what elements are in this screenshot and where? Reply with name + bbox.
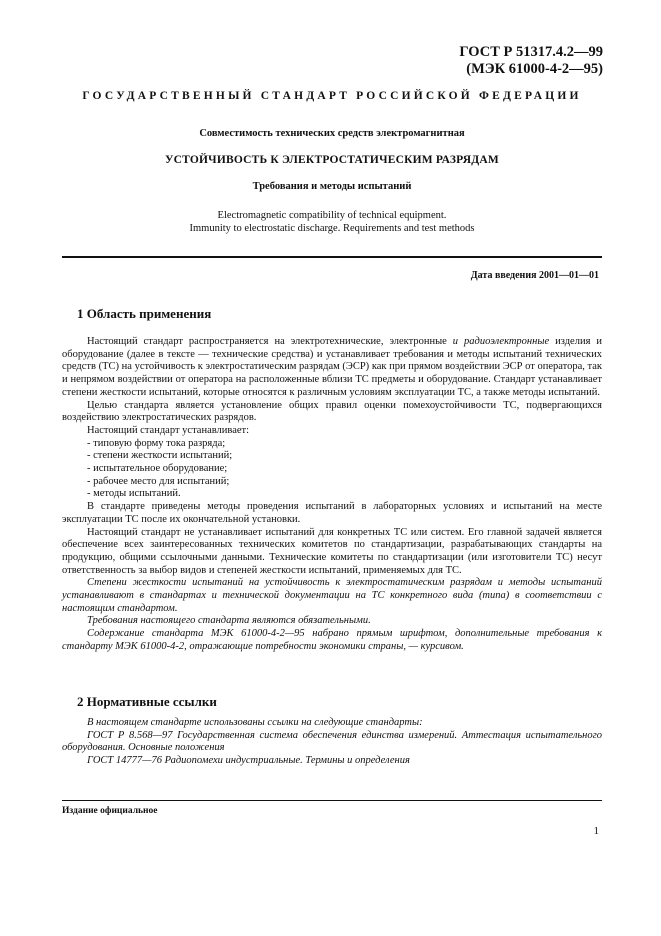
italic-paragraph: Степени жесткости испытаний на устойчивость к электростатическим разрядам и методы испытаний устанавливают в стандартах и технической документации на ТС конкретного вида (типа) в соответствии с настоящим стандартом. [62, 577, 602, 614]
italic-paragraph: Содержание стандарта МЭК 61000-4-2—95 набрано прямым шрифтом, дополнительные требования к стандарту МЭК 61000-4-2, отражающие потребности экономики страны, — курсивом. [62, 628, 602, 652]
section-2-body [62, 717, 602, 768]
section-1-heading: 1 Область применения [77, 306, 212, 321]
list-item: - рабочее место для испытаний; [87, 475, 230, 487]
page-number: 1 [593, 825, 599, 837]
paragraph [62, 336, 602, 400]
list-item: - степени жесткости испытаний; [87, 450, 233, 462]
italic-paragraph: В настоящем стандарте использованы ссылки на следующие стандарты: [87, 717, 423, 728]
list-item: - методы испытаний. [87, 488, 181, 500]
gost-code: ГОСТ Р 51317.4.2—99 [459, 44, 603, 60]
italic-paragraph: Требования настоящего стандарта являются обязательными. [87, 615, 371, 627]
title-divider [62, 256, 602, 258]
document-title: УСТОЙЧИВОСТЬ К ЭЛЕКТРОСТАТИЧЕСКИМ РАЗРЯДАМ [165, 154, 499, 166]
reference-item: ГОСТ 14777—76 Радиопомехи индустриальные. Термины и определения [87, 755, 410, 767]
italic-text: и радиоэлектронные [452, 336, 550, 347]
list-item: - испытательное оборудование; [87, 463, 228, 475]
document-subject: Совместимость технических средств электромагнитная [199, 128, 465, 139]
state-standard-heading: ГОСУДАРСТВЕННЫЙ СТАНДАРТ РОССИЙСКОЙ ФЕДЕРАЦИИ [82, 90, 582, 102]
section-1-body [62, 336, 602, 654]
standard-code [459, 44, 603, 78]
footer-divider [62, 800, 602, 801]
paragraph: Настоящий стандарт не устанавливает испытаний для конкретных ТС или систем. Его главной задачей является обеспечение всех заинтересованных технических комитетов по стандартизации, разрабатывающих стандарты на продукцию, общими ссылочными данными. Технические комитеты по стандартизации (или изготовители ТС) несут ответственность за выбор видов и степеней жесткости испытаний, применяемых для ТС. [62, 526, 602, 576]
paragraph-text: изделия и оборудование (далее в тексте — технические средства) и устанавливает требования и методы испытаний технических средств (ТС) на устойчивость к электростатическим разрядам (ЭСР) как при прямом воздействии ЭСР от оператора, так и непрямом воздействии от оператора на расположенные вблизи ТС предметы и оборудование. Стандарт устанавливает степени жесткости испытаний, которые относятся к различным условиям эксплуатации ТС, а также методы испытаний. [62, 336, 603, 398]
english-title-line: Immunity to electrostatic discharge. Requirements and test methods [189, 223, 475, 234]
list-item: - типовую форму тока разряда; [87, 437, 226, 449]
paragraph: В стандарте приведены методы проведения испытаний в лабораторных условиях и испытаний на месте эксплуатации ТС после их окончательной установки. [62, 501, 602, 525]
paragraph: Настоящий стандарт устанавливает: [87, 424, 250, 436]
document-subtitle: Требования и методы испытаний [252, 181, 412, 192]
paragraph: Целью стандарта является установление общих правил оценки помехоустойчивости ТС, подвергающихся воздействию электростатических разрядов. [62, 399, 602, 424]
intro-date: Дата введения 2001—01—01 [470, 270, 599, 281]
english-title [62, 209, 602, 235]
english-title-line: Electromagnetic compatibility of technical equipment. [217, 210, 447, 221]
edition-label: Издание официальное [62, 806, 158, 816]
paragraph-text: Настоящий стандарт распространяется на электротехнические, электронные [87, 336, 453, 347]
section-2-heading: 2 Нормативные ссылки [77, 694, 217, 709]
iec-code: (МЭК 61000-4-2—95) [466, 61, 603, 77]
reference-item: ГОСТ Р 8.568—97 Государственная система обеспечения единства измерений. Аттестация испытательного оборудования. Основные положения [62, 729, 602, 754]
